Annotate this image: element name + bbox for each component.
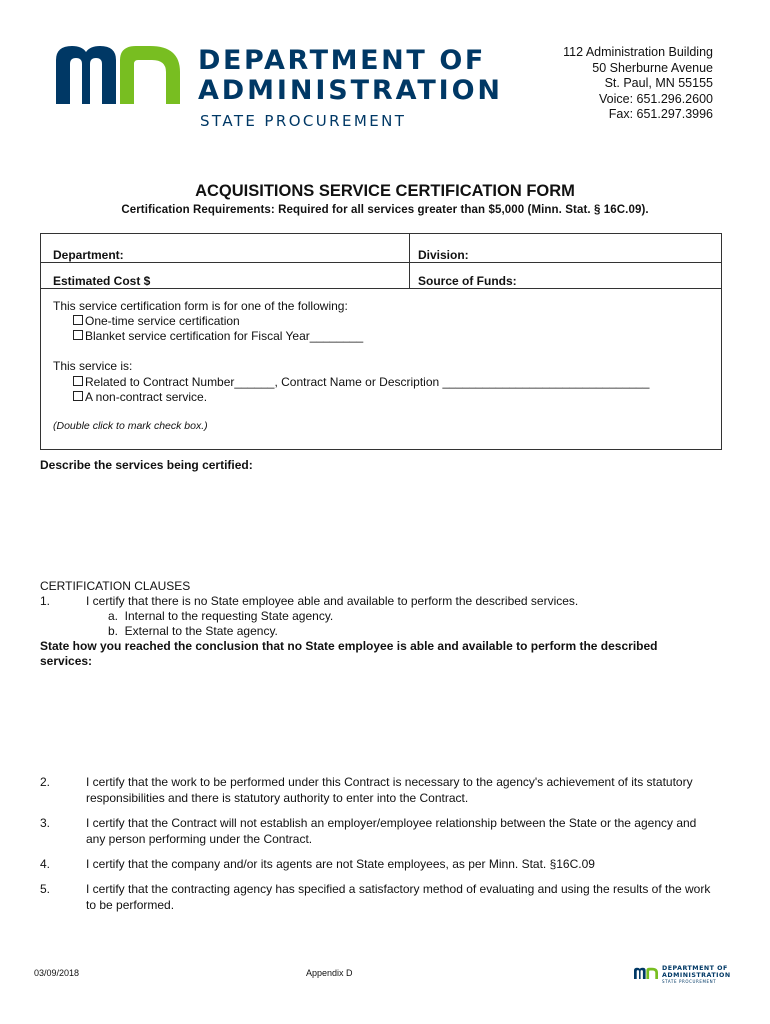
option-one-time xyxy=(73,314,240,329)
non-contract-checkbox[interactable] xyxy=(73,391,83,401)
option-one-time-label: One-time service certification xyxy=(85,314,240,328)
option-related xyxy=(73,375,649,390)
option-non-contract-label: A non-contract service. xyxy=(85,390,208,404)
clause-number: 3. xyxy=(40,816,51,830)
agency-address xyxy=(563,45,713,123)
describe-services-label: Describe the services being certified: xyxy=(40,458,253,472)
certification-box xyxy=(40,233,722,450)
divider xyxy=(409,234,410,288)
checkbox-note: (Double click to mark check box.) xyxy=(53,420,208,432)
clause-text: I certify that the company and/or its agents are not State employees, as per Minn. Stat. §16C.09 xyxy=(86,857,595,871)
option-related-label: Related to Contract Number______, Contract Name or Description _______________________________ xyxy=(85,375,650,389)
divider xyxy=(41,262,721,263)
conclusion-field[interactable] xyxy=(40,672,720,768)
footer-logo-line1: DEPARTMENT OF xyxy=(662,965,728,972)
footer-appendix: Appendix D xyxy=(306,968,353,978)
clause-text: I certify that the contracting agency has specified a satisfactory method of evaluating and using the results of the work to be performed. xyxy=(86,882,711,912)
clause-number: 1. xyxy=(40,594,51,608)
address-line: 112 Administration Building xyxy=(563,45,713,59)
describe-services-field[interactable] xyxy=(40,476,720,572)
clause-sub-a: a. Internal to the requesting State agency. xyxy=(108,609,334,623)
clause-text: I certify that the work to be performed under this Contract is necessary to the agency's achievement of its statutory responsibilities and there is statutory authority to enter into the Contract. xyxy=(86,775,693,805)
service-intro: This service is: xyxy=(53,359,133,373)
footer-logo-line2: ADMINISTRATION xyxy=(662,972,731,979)
footer-mn-logo-icon xyxy=(634,967,658,979)
address-line: St. Paul, MN 55155 xyxy=(604,76,713,90)
footer-logo-sub: STATE PROCUREMENT xyxy=(662,979,717,984)
division-field[interactable]: Division: xyxy=(418,248,469,262)
clause-text: I certify that there is no State employee able and available to perform the described services. xyxy=(86,594,579,608)
mn-logo-icon xyxy=(56,42,180,104)
option-blanket-label: Blanket service certification for Fiscal Year________ xyxy=(85,329,364,343)
clause-text: I certify that the Contract will not establish an employer/employee relationship between the State or the agency and any person performing under the Contract. xyxy=(86,816,697,846)
agency-name-line1: DEPARTMENT OF xyxy=(198,45,486,76)
clause-number: 5. xyxy=(40,882,51,896)
source-of-funds-field[interactable]: Source of Funds: xyxy=(418,274,517,288)
clauses-heading: CERTIFICATION CLAUSES xyxy=(40,579,191,593)
clause-number: 2. xyxy=(40,775,51,789)
footer-logo-text xyxy=(662,965,731,984)
certification-intro: This service certification form is for one of the following: xyxy=(53,299,348,313)
conclusion-label: State how you reached the conclusion that no State employee is able and available to perform the described services: xyxy=(40,639,658,668)
estimated-cost-field[interactable]: Estimated Cost $ xyxy=(53,274,151,288)
agency-name xyxy=(198,46,503,106)
department-field[interactable]: Department: xyxy=(53,248,124,262)
one-time-checkbox[interactable] xyxy=(73,315,83,325)
blanket-checkbox[interactable] xyxy=(73,330,83,340)
address-voice: Voice: 651.296.2600 xyxy=(599,91,713,106)
agency-name-line2: ADMINISTRATION xyxy=(198,75,503,106)
option-non-contract xyxy=(73,390,207,405)
address-fax: Fax: 651.297.3996 xyxy=(608,107,713,121)
clause-sub-b: b. External to the State agency. xyxy=(108,624,278,638)
form-title: ACQUISITIONS SERVICE CERTIFICATION FORM xyxy=(195,182,575,200)
divider xyxy=(41,288,721,289)
clause-number: 4. xyxy=(40,857,51,871)
form-subtitle: Certification Requirements: Required for all services greater than $5,000 (Minn. Stat. § 16C.09). xyxy=(121,204,649,216)
footer-date: 03/09/2018 xyxy=(34,968,80,978)
option-blanket xyxy=(73,329,363,344)
agency-division: STATE PROCUREMENT xyxy=(200,112,407,130)
address-line: 50 Sherburne Avenue xyxy=(592,60,713,75)
related-contract-checkbox[interactable] xyxy=(73,376,83,386)
